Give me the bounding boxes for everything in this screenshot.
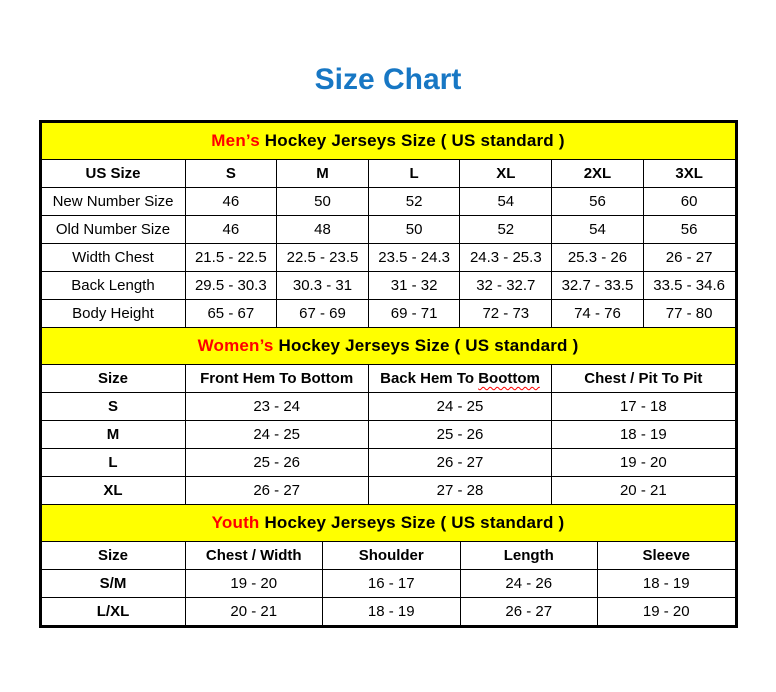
size-value: 19 - 20	[185, 570, 323, 598]
column-header: XL	[460, 160, 552, 188]
mens-banner: Men’s Hockey Jerseys Size ( US standard )	[41, 123, 735, 160]
size-value: 24.3 - 25.3	[460, 244, 552, 272]
column-header: Size	[41, 365, 185, 393]
size-value: 24 - 26	[460, 570, 598, 598]
row-label: XL	[41, 477, 185, 505]
size-value: 50	[368, 216, 460, 244]
size-value: 74 - 76	[552, 300, 644, 328]
mens-banner-row	[41, 123, 735, 160]
size-value: 50	[277, 188, 369, 216]
size-value: 25 - 26	[185, 449, 368, 477]
size-value: 65 - 67	[185, 300, 277, 328]
mens-size-table	[41, 122, 736, 328]
column-header: L	[368, 160, 460, 188]
size-chart	[39, 120, 738, 628]
table-row	[41, 449, 735, 477]
mens-header-row	[41, 160, 735, 188]
womens-banner-row	[41, 328, 735, 365]
column-header: Chest / Pit To Pit	[552, 365, 735, 393]
column-header: Front Hem To Bottom	[185, 365, 368, 393]
size-value: 52	[368, 188, 460, 216]
size-value: 21.5 - 22.5	[185, 244, 277, 272]
size-value: 72 - 73	[460, 300, 552, 328]
row-label: M	[41, 421, 185, 449]
page-title: Size Chart	[314, 63, 462, 96]
womens-banner: Women’s Hockey Jerseys Size ( US standard )	[41, 328, 735, 365]
table-row	[41, 188, 735, 216]
column-header: Chest / Width	[185, 542, 323, 570]
row-label: L/XL	[41, 598, 185, 626]
column-header: Size	[41, 542, 185, 570]
size-value: 32.7 - 33.5	[552, 272, 644, 300]
mens-banner-accent: Men’s	[211, 131, 260, 150]
size-value: 16 - 17	[323, 570, 461, 598]
size-value: 46	[185, 188, 277, 216]
size-value: 33.5 - 34.6	[643, 272, 735, 300]
size-value: 69 - 71	[368, 300, 460, 328]
column-header: Sleeve	[598, 542, 736, 570]
size-value: 20 - 21	[552, 477, 735, 505]
size-value: 25 - 26	[368, 421, 551, 449]
size-value: 18 - 19	[598, 570, 736, 598]
table-row	[41, 598, 735, 626]
column-header: Back Hem To Boottom	[368, 365, 551, 393]
size-value: 52	[460, 216, 552, 244]
womens-header-row	[41, 365, 735, 393]
size-value: 18 - 19	[323, 598, 461, 626]
size-value: 23 - 24	[185, 393, 368, 421]
size-value: 23.5 - 24.3	[368, 244, 460, 272]
youth-banner-accent: Youth	[211, 513, 260, 532]
table-row	[41, 477, 735, 505]
table-row	[41, 272, 735, 300]
table-row	[41, 570, 735, 598]
youth-banner-row	[41, 505, 735, 542]
table-row	[41, 393, 735, 421]
size-value: 77 - 80	[643, 300, 735, 328]
row-label: Back Length	[41, 272, 185, 300]
size-value: 29.5 - 30.3	[185, 272, 277, 300]
row-label: L	[41, 449, 185, 477]
womens-banner-accent: Women’s	[197, 336, 274, 355]
size-value: 25.3 - 26	[552, 244, 644, 272]
column-header: Shoulder	[323, 542, 461, 570]
size-value: 48	[277, 216, 369, 244]
misspelled-word: Boottom	[478, 370, 540, 387]
size-value: 20 - 21	[185, 598, 323, 626]
size-value: 31 - 32	[368, 272, 460, 300]
youth-size-table	[41, 505, 736, 626]
size-value: 18 - 19	[552, 421, 735, 449]
table-row	[41, 421, 735, 449]
table-row	[41, 216, 735, 244]
column-header: US Size	[41, 160, 185, 188]
size-value: 24 - 25	[185, 421, 368, 449]
row-label: Old Number Size	[41, 216, 185, 244]
row-label: S/M	[41, 570, 185, 598]
column-header: 3XL	[643, 160, 735, 188]
size-value: 54	[552, 216, 644, 244]
size-value: 56	[552, 188, 644, 216]
size-value: 26 - 27	[643, 244, 735, 272]
size-value: 19 - 20	[598, 598, 736, 626]
youth-header-row	[41, 542, 735, 570]
size-value: 19 - 20	[552, 449, 735, 477]
size-value: 27 - 28	[368, 477, 551, 505]
row-label: Body Height	[41, 300, 185, 328]
row-label: S	[41, 393, 185, 421]
size-value: 26 - 27	[460, 598, 598, 626]
column-header: Length	[460, 542, 598, 570]
size-value: 32 - 32.7	[460, 272, 552, 300]
size-value: 22.5 - 23.5	[277, 244, 369, 272]
youth-banner: Youth Hockey Jerseys Size ( US standard )	[41, 505, 735, 542]
size-value: 17 - 18	[552, 393, 735, 421]
size-value: 60	[643, 188, 735, 216]
womens-size-table	[41, 328, 736, 505]
size-value: 67 - 69	[277, 300, 369, 328]
column-header: 2XL	[552, 160, 644, 188]
column-header: S	[185, 160, 277, 188]
row-label: New Number Size	[41, 188, 185, 216]
table-row	[41, 244, 735, 272]
size-value: 54	[460, 188, 552, 216]
column-header: M	[277, 160, 369, 188]
table-row	[41, 300, 735, 328]
size-value: 30.3 - 31	[277, 272, 369, 300]
size-value: 26 - 27	[368, 449, 551, 477]
size-value: 56	[643, 216, 735, 244]
row-label: Width Chest	[41, 244, 185, 272]
size-value: 46	[185, 216, 277, 244]
size-value: 26 - 27	[185, 477, 368, 505]
size-value: 24 - 25	[368, 393, 551, 421]
